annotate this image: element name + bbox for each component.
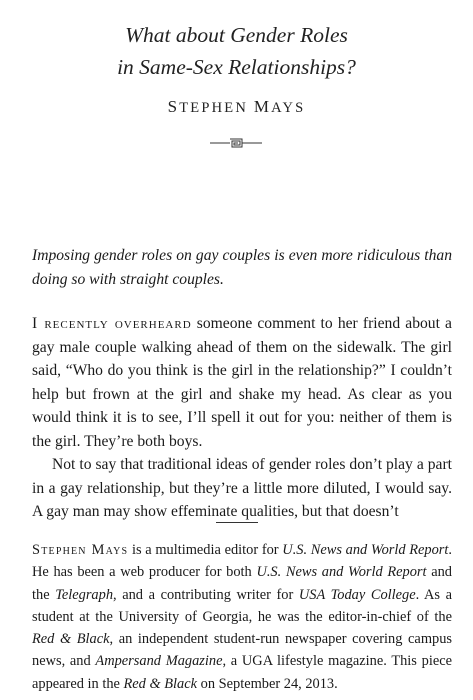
essay-title-line-1: What about Gender Roles (125, 23, 348, 47)
paragraph-1-text: someone comment to her friend about a gay male couple walking ahead of them on the sidewalk. The girl said, “Who do you think is the girl in the relationship?” I couldn’t help but frown at the girl and shake my head. As clear as you would think it is to see, I’ll spell it out for you: neither of them is the girl. They’re both boys. (32, 315, 452, 450)
author-bio (32, 539, 452, 695)
paragraph-2: Not to say that traditional ideas of gender roles don’t play a part in a gay relationship, but they’re a little more diluted, I would say. A gay man may show effeminate qualities, but that doesn’t (32, 456, 452, 521)
bio-text: , a UGA lifestyle magazine. This piece appeared in the (32, 653, 452, 692)
bio-publication: U.S. News and World Report (256, 564, 427, 581)
author-last-initial: M (253, 97, 272, 116)
bio-text: on September 24, 2013. (197, 675, 338, 692)
paragraph-1 (32, 312, 452, 454)
epigraph: Imposing gender roles on gay couples is even more ridiculous than doing so with straight couples. (32, 247, 452, 288)
author-first-initial: S (167, 97, 180, 116)
ornament-divider-icon (210, 136, 262, 150)
bio-author-name: Stephen Mays (32, 542, 129, 558)
bio-publication: USA Today College (298, 586, 416, 603)
bio-publication: Red & Black (32, 631, 110, 648)
bio-publication: Ampersand Magazine (95, 653, 223, 670)
author-byline (0, 97, 473, 117)
author-first-rest: TEPHEN (179, 100, 248, 116)
bio-text: , an independent student-run newspaper covering campus news, and (32, 631, 452, 670)
bio-text: and the (32, 564, 452, 603)
bio-text: . As a student at the University of Georgia, he was the editor-in-chief of the (32, 586, 452, 625)
essay-title-line-2: in Same-Sex Relationships? (117, 55, 356, 79)
bio-publication: U.S. News and World Report (282, 542, 449, 558)
footnote-divider (216, 522, 258, 523)
author-last-rest: AYS (271, 100, 306, 116)
bio-text: is a multimedia editor for (128, 542, 283, 558)
bio-text: . He has been a web producer for both (32, 542, 453, 581)
bio-text: , and a contributing writer for (113, 586, 299, 603)
paragraph-1-lead: I recently overheard (32, 315, 192, 332)
bio-publication: Telegraph (55, 586, 114, 603)
bio-publication: Red & Black (123, 675, 198, 692)
